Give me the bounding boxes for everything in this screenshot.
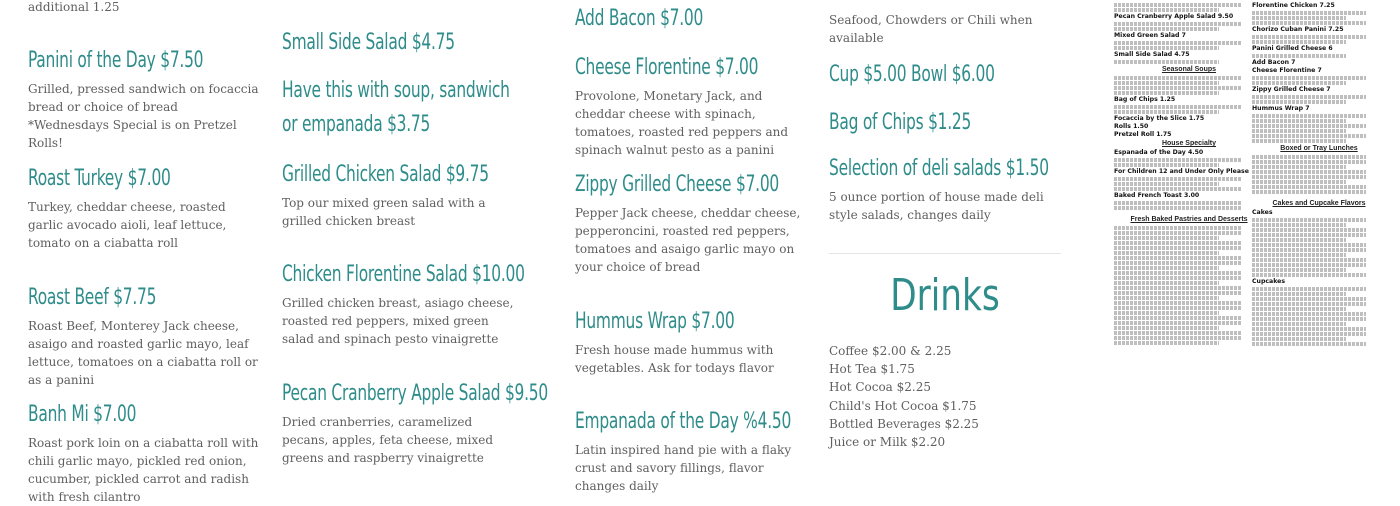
- menu-image-line: For Children 12 and Under Only Please: [1114, 168, 1249, 175]
- item-description: Grilled chicken breast, asiago cheese, roasted red peppers, mixed green salad and spinach pesto vinaigrette: [282, 296, 514, 346]
- menu-item: [575, 168, 807, 276]
- menu-item: [282, 26, 514, 60]
- item-title: Hummus Wrap $7.00: [575, 309, 735, 334]
- menu-item: [575, 405, 807, 495]
- continued-text: [829, 11, 1061, 47]
- item-title: Bag of Chips $1.25: [829, 110, 972, 135]
- menu-image-line: Chorizo Cuban Panini 7.25: [1252, 26, 1344, 33]
- drink-item: Child's Hot Cocoa $1.75: [829, 398, 977, 413]
- drink-item: Hot Tea $1.75: [829, 362, 915, 377]
- item-title: Selection of deli salads $1.50: [829, 156, 1049, 181]
- menu-item: [829, 152, 1061, 224]
- item-title: Empanada of the Day %4.50: [575, 409, 792, 434]
- section-divider: [829, 253, 1061, 254]
- item-title: Pecan Cranberry Apple Salad $9.50: [282, 381, 548, 406]
- menu-image-line: Cheese Florentine 7: [1252, 67, 1322, 74]
- drink-item: Bottled Beverages $2.25: [829, 416, 979, 431]
- item-description: Top our mixed green salad with a grilled chicken breast: [282, 196, 486, 228]
- item-description: Provolone, Monetary Jack, and cheddar cheese with spinach, tomatoes, roasted red peppers and spinach walnut pesto as a panini: [575, 89, 789, 157]
- continued-text: [28, 0, 260, 16]
- item-title: Add Bacon $7.00: [575, 6, 704, 31]
- drinks-heading: Drinks: [890, 270, 1000, 321]
- menu-item: [575, 51, 807, 159]
- menu-item: [28, 281, 260, 389]
- item-title: Roast Beef $7.75: [28, 285, 157, 310]
- top-text: Seafood, Chowders or Chili when available: [829, 13, 1033, 45]
- menu-item: [575, 2, 807, 36]
- top-text: additional 1.25: [28, 0, 120, 14]
- menu-item: [829, 58, 1061, 92]
- item-title: Banh Mi $7.00: [28, 402, 137, 427]
- menu-image-line: Pecan Cranberry Apple Salad 9.50: [1114, 13, 1234, 20]
- drinks-list: [829, 342, 979, 451]
- item-description: Roast Beef, Monterey Jack cheese, asaigo and roasted garlic mayo, leaf lettuce, tomatoes on a ciabatta roll or as a panini: [28, 319, 258, 387]
- menu-item: [282, 258, 525, 348]
- menu-item: [28, 44, 260, 152]
- menu-image-line: Cakes: [1252, 209, 1273, 216]
- item-title: Cup $5.00 Bowl $6.00: [829, 62, 995, 87]
- item-description: Grilled, pressed sandwich on focaccia bread or choice of bread *Wednesdays Special is on Pretzel Rolls!: [28, 82, 259, 150]
- menu-image-left-column: [1114, 2, 1264, 346]
- menu-image-line: Add Bacon 7: [1252, 59, 1296, 66]
- menu-item: [575, 305, 807, 377]
- item-description: Latin inspired hand pie with a flaky crust and savory fillings, flavor changes daily: [575, 443, 792, 493]
- menu-image-line: Florentine Chicken 7.25: [1252, 2, 1335, 9]
- menu-image-heading: Boxed or Tray Lunches: [1280, 145, 1358, 152]
- menu-item: [28, 162, 260, 252]
- menu-item: [829, 106, 1061, 140]
- menu-image-line: Baked French Toast 3.00: [1114, 192, 1200, 199]
- item-title: Chicken Florentine Salad $10.00: [282, 262, 525, 287]
- menu-image-heading: Cakes and Cupcake Flavors: [1272, 200, 1366, 207]
- menu-item: [28, 398, 260, 506]
- drink-item: Hot Cocoa $2.25: [829, 380, 931, 395]
- item-description: Turkey, cheddar cheese, roasted garlic avocado aioli, leaf lettuce, tomato on a ciabatta roll: [28, 200, 227, 250]
- menu-image-line: Small Side Salad 4.75: [1114, 51, 1190, 58]
- menu-image-line: Hummus Wrap 7: [1252, 105, 1310, 112]
- menu-image-line: Panini Grilled Cheese 6: [1252, 45, 1333, 52]
- menu-item: [282, 377, 548, 467]
- item-title: Zippy Grilled Cheese $7.00: [575, 172, 780, 197]
- item-title: Cheese Florentine $7.00: [575, 55, 759, 80]
- item-description: Pepper Jack cheese, cheddar cheese, pepperoncini, roasted red peppers, tomatoes and asaigo garlic mayo on your choice of bread: [575, 206, 801, 274]
- item-title: Panini of the Day $7.50: [28, 48, 204, 73]
- menu-image-line: Rolls 1.50: [1114, 123, 1149, 130]
- item-description: Fresh house made hummus with vegetables. Ask for todays flavor: [575, 343, 774, 375]
- menu-image-line: Bag of Chips 1.25: [1114, 96, 1176, 103]
- menu-image-heading: House Specialty: [1161, 140, 1217, 147]
- menu-image-line: Cupcakes: [1252, 278, 1286, 285]
- menu-item: [282, 158, 514, 230]
- item-title: Small Side Salad $4.75: [282, 30, 455, 55]
- drink-item: Juice or Milk $2.20: [829, 435, 946, 450]
- menu-image-line: Pretzel Roll 1.75: [1114, 131, 1172, 138]
- menu-image-heading: Seasonal Soups: [1161, 66, 1217, 73]
- menu-image-line: Espanada of the Day 4.50: [1114, 149, 1204, 156]
- item-description: 5 ounce portion of house made deli style salads, changes daily: [829, 190, 1044, 222]
- menu-image-right-column: [1252, 2, 1386, 347]
- item-description: Roast pork loin on a ciabatta roll with chili garlic mayo, pickled red onion, cucumber, pickled carrot and radish with fresh cilantro: [28, 436, 259, 504]
- drink-item: Coffee $2.00 & 2.25: [829, 344, 952, 358]
- menu-item: [282, 74, 514, 142]
- menu-image-line: Zippy Grilled Cheese 7: [1252, 86, 1331, 93]
- item-title: Have this with soup, sandwich or empanada $3.75: [282, 78, 510, 137]
- menu-image-line: Mixed Green Salad 7: [1114, 32, 1186, 39]
- menu-image-line: Focaccia by the Slice 1.75: [1114, 115, 1205, 122]
- item-description: Dried cranberries, caramelized pecans, apples, feta cheese, mixed greens and raspberry vinaigrette: [282, 415, 494, 465]
- item-title: Grilled Chicken Salad $9.75: [282, 162, 489, 187]
- full-menu-image: [1086, 0, 1400, 500]
- menu-image-heading: Fresh Baked Pastries and Desserts: [1130, 216, 1248, 223]
- item-title: Roast Turkey $7.00: [28, 166, 171, 191]
